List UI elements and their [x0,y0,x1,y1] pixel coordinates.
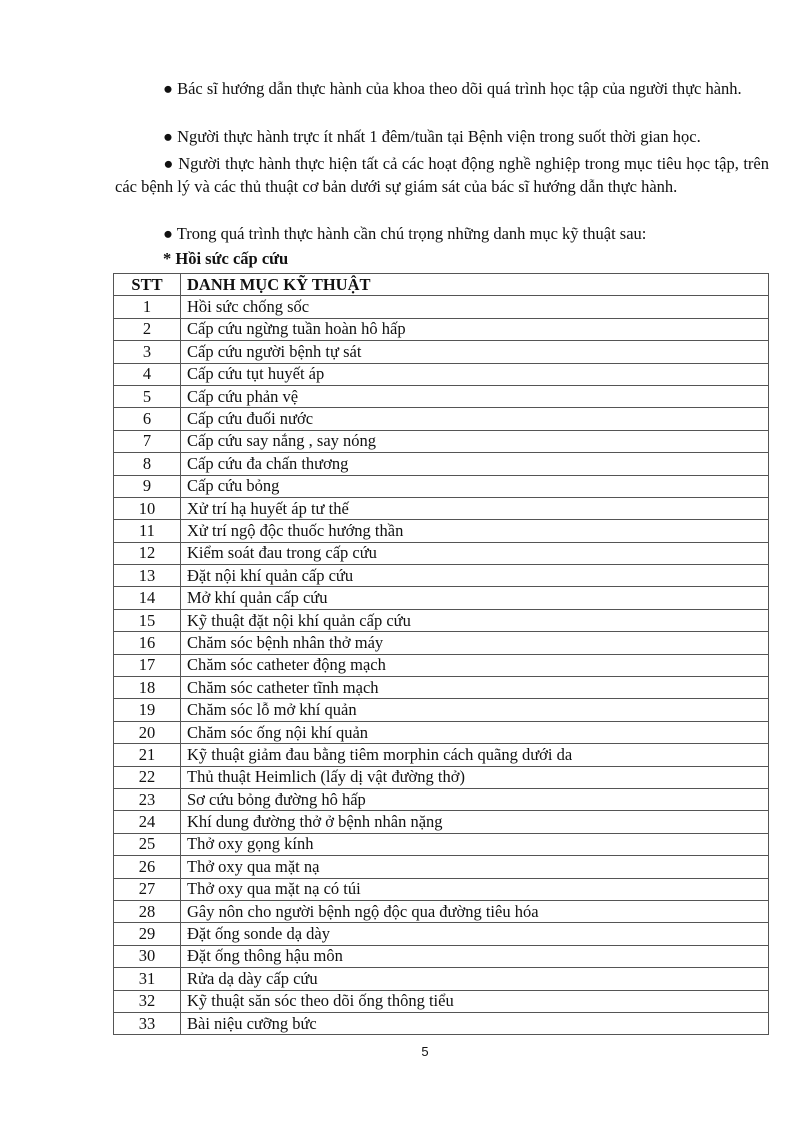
table-row [114,856,769,878]
table-row [114,1012,769,1034]
cell-stt: 28 [114,900,181,922]
cell-technique: Chăm sóc ống nội khí quản [181,721,769,743]
cell-stt: 31 [114,968,181,990]
table-row [114,609,769,631]
paragraph-text: ● Người thực hành trực ít nhất 1 đêm/tuần tại Bệnh viện trong suốt thời gian học. [163,127,701,146]
cell-stt: 16 [114,632,181,654]
cell-technique: Cấp cứu người bệnh tự sát [181,341,769,363]
cell-technique: Xử trí hạ huyết áp tư thế [181,497,769,519]
cell-stt: 5 [114,385,181,407]
paragraph-1 [115,77,769,100]
cell-technique: Kiểm soát đau trong cấp cứu [181,542,769,564]
page-number: 5 [421,1044,429,1059]
cell-technique: Chăm sóc bệnh nhân thở máy [181,632,769,654]
cell-stt: 22 [114,766,181,788]
table-row [114,699,769,721]
table-row [114,497,769,519]
cell-technique: Kỹ thuật giảm đau bằng tiêm morphin cách quãng dưới da [181,744,769,766]
cell-technique: Cấp cứu đuối nước [181,408,769,430]
cell-technique: Thở oxy qua mặt nạ [181,856,769,878]
cell-stt: 9 [114,475,181,497]
cell-stt: 24 [114,811,181,833]
paragraph-text: ● Bác sĩ hướng dẫn thực hành của khoa theo dõi quá trình học tập của người thực hành. [163,79,742,98]
table-row [114,788,769,810]
cell-stt: 7 [114,430,181,452]
cell-stt: 17 [114,654,181,676]
cell-technique: Đặt ống sonde dạ dày [181,923,769,945]
cell-technique: Kỹ thuật đặt nội khí quản cấp cứu [181,609,769,631]
cell-technique: Kỹ thuật săn sóc theo dõi ống thông tiểu [181,990,769,1012]
cell-stt: 23 [114,788,181,810]
cell-stt: 4 [114,363,181,385]
paragraph-4 [115,222,769,245]
cell-technique: Đặt nội khí quản cấp cứu [181,565,769,587]
cell-technique: Khí dung đường thở ở bệnh nhân nặng [181,811,769,833]
cell-stt: 29 [114,923,181,945]
cell-technique: Cấp cứu say nắng , say nóng [181,430,769,452]
table-row [114,900,769,922]
paragraph-3 [115,152,769,198]
cell-stt: 2 [114,318,181,340]
paragraph-2 [115,125,769,148]
cell-technique: Thủ thuật Heimlich (lấy dị vật đường thở) [181,766,769,788]
cell-technique: Cấp cứu phản vệ [181,385,769,407]
cell-stt: 30 [114,945,181,967]
table-row [114,632,769,654]
cell-technique: Cấp cứu tụt huyết áp [181,363,769,385]
cell-technique: Mở khí quản cấp cứu [181,587,769,609]
table-row [114,878,769,900]
cell-technique: Xử trí ngộ độc thuốc hướng thần [181,520,769,542]
table-row [114,968,769,990]
cell-stt: 33 [114,1012,181,1034]
cell-stt: 12 [114,542,181,564]
table-row [114,744,769,766]
cell-stt: 21 [114,744,181,766]
table-row [114,408,769,430]
cell-technique: Đặt ống thông hậu môn [181,945,769,967]
cell-stt: 1 [114,296,181,318]
cell-stt: 13 [114,565,181,587]
table-row [114,923,769,945]
cell-stt: 25 [114,833,181,855]
cell-technique: Cấp cứu đa chấn thương [181,453,769,475]
table-row [114,833,769,855]
table-row [114,945,769,967]
cell-stt: 15 [114,609,181,631]
paragraph-text: ● Trong quá trình thực hành cần chú trọng những danh mục kỹ thuật sau: [163,224,647,243]
table-row [114,430,769,452]
cell-technique: Chăm sóc catheter tĩnh mạch [181,677,769,699]
cell-stt: 26 [114,856,181,878]
technique-table [113,273,769,1035]
table-row [114,766,769,788]
table-header-row [114,274,769,296]
table-row [114,587,769,609]
cell-stt: 6 [114,408,181,430]
cell-stt: 8 [114,453,181,475]
table-row [114,811,769,833]
table-row [114,341,769,363]
cell-stt: 18 [114,677,181,699]
table-row [114,318,769,340]
cell-technique: Chăm sóc lỗ mở khí quản [181,699,769,721]
cell-technique: Bài niệu cưỡng bức [181,1012,769,1034]
cell-technique: Sơ cứu bỏng đường hô hấp [181,788,769,810]
table-row [114,363,769,385]
cell-technique: Hồi sức chống sốc [181,296,769,318]
cell-stt: 19 [114,699,181,721]
section-heading: * Hồi sức cấp cứu [163,249,289,268]
table-row [114,677,769,699]
header-technique: DANH MỤC KỸ THUẬT [181,274,769,296]
cell-stt: 11 [114,520,181,542]
cell-stt: 20 [114,721,181,743]
cell-stt: 3 [114,341,181,363]
table-row [114,475,769,497]
header-stt: STT [114,274,181,296]
cell-technique: Thở oxy qua mặt nạ có túi [181,878,769,900]
cell-stt: 14 [114,587,181,609]
table-row [114,990,769,1012]
cell-technique: Thở oxy gọng kính [181,833,769,855]
cell-technique: Gây nôn cho người bệnh ngộ độc qua đường tiêu hóa [181,900,769,922]
table-row [114,453,769,475]
table-row [114,654,769,676]
cell-technique: Cấp cứu bỏng [181,475,769,497]
table-row [114,542,769,564]
table-row [114,721,769,743]
table-row [114,520,769,542]
paragraph-text: ● Người thực hành thực hiện tất cả các hoạt động nghề nghiệp trong mục tiêu học tập, trên các bệnh lý và các thủ thuật cơ bản dưới sự giám sát của bác sĩ hướng dẫn thực hành. [115,154,769,196]
cell-technique: Chăm sóc catheter động mạch [181,654,769,676]
cell-stt: 32 [114,990,181,1012]
cell-stt: 27 [114,878,181,900]
table-row [114,296,769,318]
table-row [114,385,769,407]
table-row [114,565,769,587]
cell-technique: Cấp cứu ngừng tuần hoàn hô hấp [181,318,769,340]
cell-stt: 10 [114,497,181,519]
cell-technique: Rửa dạ dày cấp cứu [181,968,769,990]
